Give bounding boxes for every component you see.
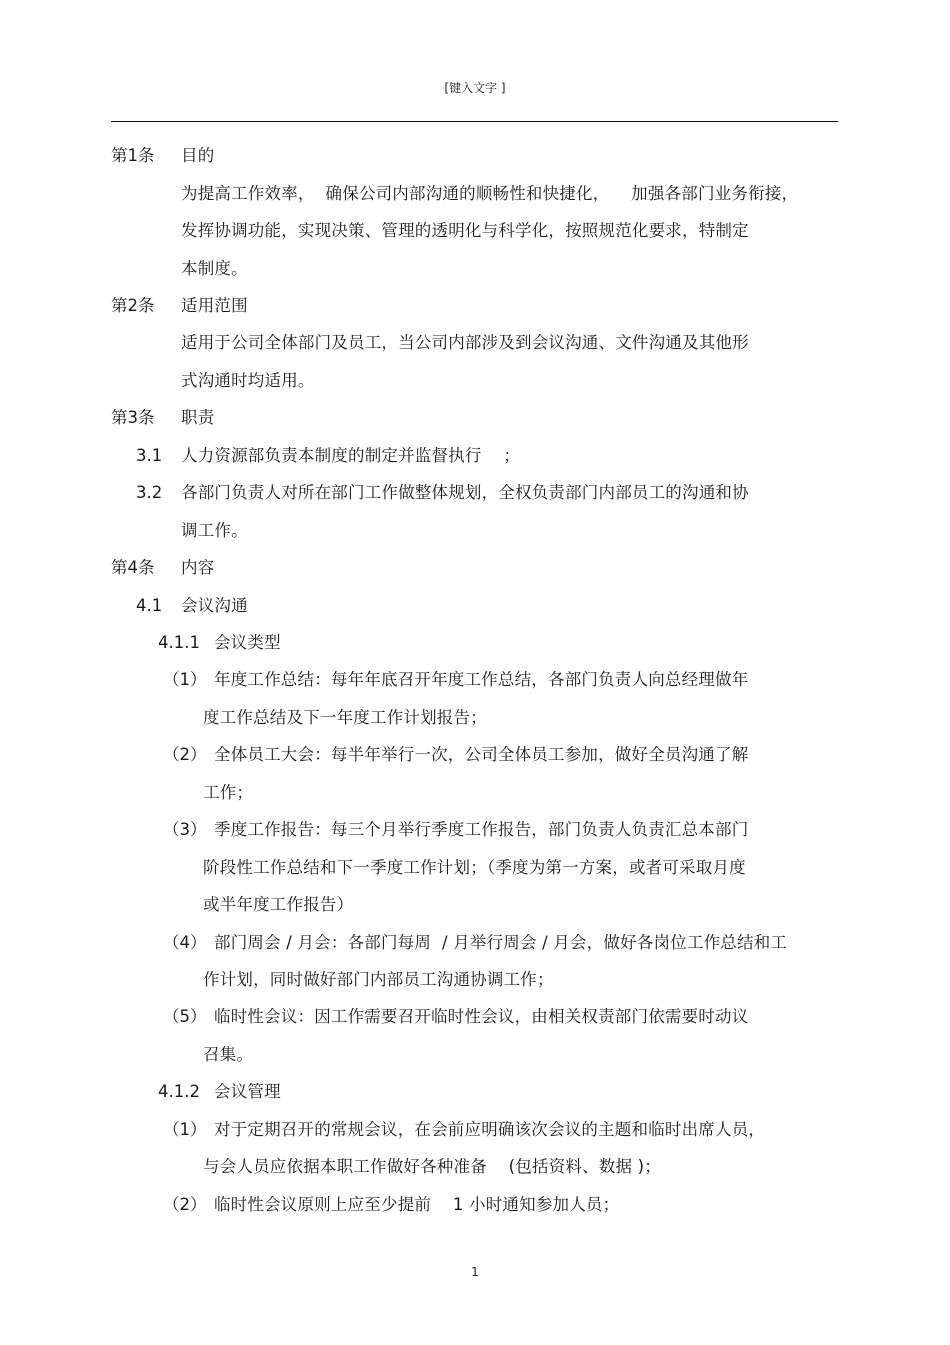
section-4-1-2-number: 4.1.2 bbox=[158, 1082, 200, 1101]
item-4-1-1-3-line-2: 阶段性工作总结和下一季度工作计划；（季度为第一方案，或者可采取月度 bbox=[203, 858, 746, 877]
article-2-title: 适用范围 bbox=[181, 296, 248, 315]
article-1-title: 目的 bbox=[181, 146, 215, 165]
section-4-1-2-title: 会议管理 bbox=[214, 1082, 281, 1101]
item-4-1-1-2-number: （2） bbox=[163, 745, 207, 764]
article-1-line-3: 本制度。 bbox=[181, 259, 248, 278]
article-2-line-2: 式沟通时均适用。 bbox=[181, 371, 315, 390]
section-3-2-line-1: 各部门负责人对所在部门工作做整体规划，全权负责部门内部员工的沟通和协 bbox=[181, 483, 749, 502]
article-1-number: 第1条 bbox=[111, 146, 155, 165]
item-4-1-1-2-line-2: 工作； bbox=[203, 783, 254, 802]
article-3-number: 第3条 bbox=[111, 408, 155, 427]
item-4-1-1-5-line-2: 召集。 bbox=[203, 1045, 254, 1064]
item-4-1-1-4-number: （4） bbox=[163, 933, 207, 952]
item-4-1-2-2-line-1: 临时性会议原则上应至少提前 1 小时通知参加人员； bbox=[214, 1195, 620, 1214]
section-3-1-number: 3.1 bbox=[136, 446, 163, 465]
page-header: [键入文字 ] bbox=[444, 81, 506, 95]
item-4-1-1-1-line-2: 度工作总结及下一年度工作计划报告； bbox=[203, 708, 487, 727]
page-number: 1 bbox=[471, 1265, 479, 1279]
section-3-2-line-2: 调工作。 bbox=[181, 521, 248, 540]
item-4-1-1-5-number: （5） bbox=[163, 1007, 207, 1026]
item-4-1-1-1-line-1: 年度工作总结：每年年底召开年度工作总结，各部门负责人向总经理做年 bbox=[214, 670, 749, 689]
section-4-1-1-number: 4.1.1 bbox=[158, 633, 200, 652]
item-4-1-1-2-line-1: 全体员工大会：每半年举行一次，公司全体员工参加，做好全员沟通了解 bbox=[214, 745, 749, 764]
section-3-1-line-1: 人力资源部负责本制度的制定并监督执行 ； bbox=[181, 446, 521, 465]
article-4-title: 内容 bbox=[181, 558, 215, 577]
section-4-1-1-title: 会议类型 bbox=[214, 633, 281, 652]
item-4-1-1-3-number: （3） bbox=[163, 820, 207, 839]
article-4-number: 第4条 bbox=[111, 558, 155, 577]
item-4-1-1-1-number: （1） bbox=[163, 670, 207, 689]
article-2-number: 第2条 bbox=[111, 296, 155, 315]
item-4-1-1-3-line-3: 或半年度工作报告） bbox=[203, 895, 354, 914]
section-4-1-title: 会议沟通 bbox=[181, 596, 248, 615]
item-4-1-1-5-line-1: 临时性会议：因工作需要召开临时性会议，由相关权责部门依需要时动议 bbox=[214, 1007, 749, 1026]
article-1-line-1: 为提高工作效率， 确保公司内部沟通的顺畅性和快捷化， 加强各部门业务衔接， bbox=[181, 184, 799, 203]
article-2-line-1: 适用于公司全体部门及员工，当公司内部涉及到会议沟通、文件沟通及其他形 bbox=[181, 333, 749, 352]
item-4-1-2-2-number: （2） bbox=[163, 1195, 207, 1214]
item-4-1-1-4-line-1: 部门周会 / 月会：各部门每周 / 月举行周会 / 月会，做好各岗位工作总结和工 bbox=[214, 933, 788, 952]
item-4-1-1-3-line-1: 季度工作报告：每三个月举行季度工作报告，部门负责人负责汇总本部门 bbox=[214, 820, 749, 839]
section-4-1-number: 4.1 bbox=[136, 596, 163, 615]
item-4-1-2-1-number: （1） bbox=[163, 1120, 207, 1139]
item-4-1-1-4-line-2: 作计划，同时做好部门内部员工沟通协调工作； bbox=[203, 970, 554, 989]
article-1-line-2: 发挥协调功能，实现决策、管理的透明化与科学化，按照规范化要求，特制定 bbox=[181, 221, 749, 240]
header-rule bbox=[111, 121, 838, 122]
item-4-1-2-1-line-2: 与会人员应依据本职工作做好各种准备 (包括资料、数据 )； bbox=[203, 1157, 661, 1176]
section-3-2-number: 3.2 bbox=[136, 483, 163, 502]
article-3-title: 职责 bbox=[181, 408, 215, 427]
item-4-1-2-1-line-1: 对于定期召开的常规会议，在会前应明确该次会议的主题和临时出席人员， bbox=[214, 1120, 766, 1139]
